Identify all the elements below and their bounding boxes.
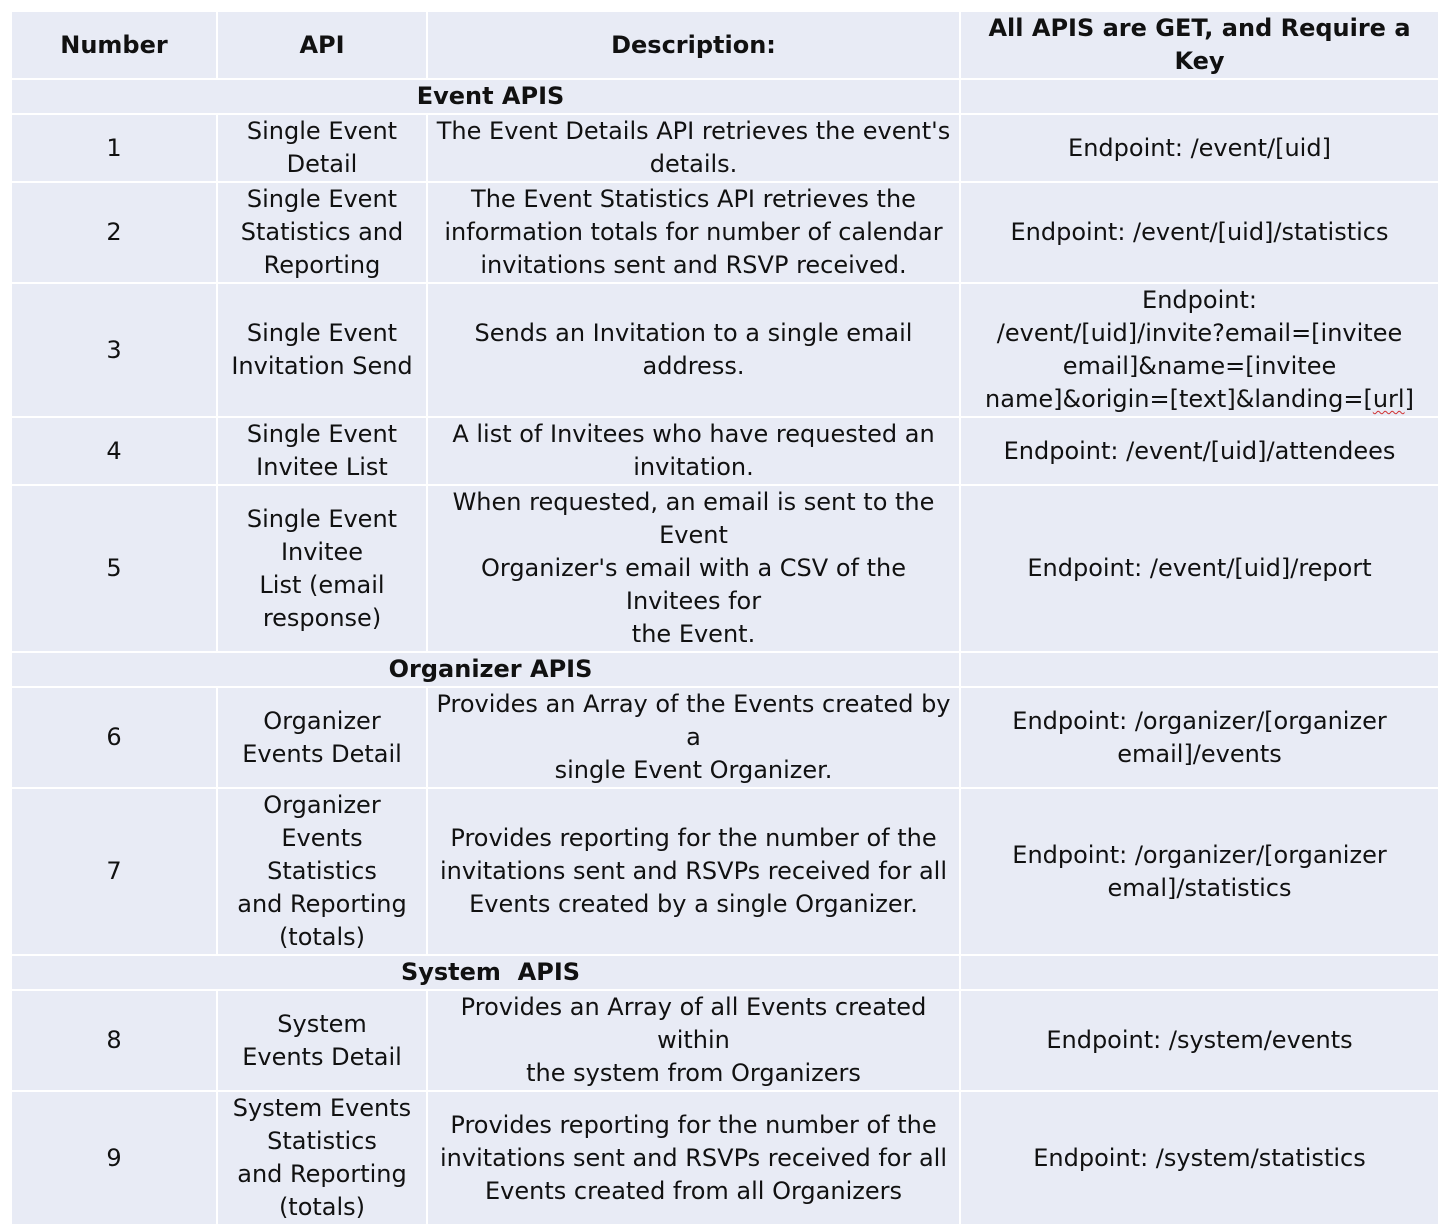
table-row: [11, 990, 1439, 1091]
row-description: When requested, an email is sent to the Event Organizer's email with a CSV of the Invitees for the Event.: [427, 485, 960, 652]
row-endpoint: Endpoint: /event/[uid]/invite?email=[invitee email]&name=[invitee name]&origin=[text]&landing=[url]: [960, 283, 1439, 417]
row-description: Provides an Array of all Events created within the system from Organizers: [427, 990, 960, 1091]
row-endpoint: Endpoint: /event/[uid]/attendees: [960, 417, 1439, 485]
table-row: [11, 114, 1439, 182]
section-title: Organizer APIS: [11, 652, 960, 687]
table-row: [11, 182, 1439, 283]
header-endpoint: All APIS are GET, and Require a Key: [960, 11, 1439, 79]
row-number: 6: [11, 687, 217, 788]
row-endpoint: Endpoint: /event/[uid]: [960, 114, 1439, 182]
row-number: 7: [11, 788, 217, 955]
row-number: 9: [11, 1091, 217, 1225]
section-blank: [960, 79, 1439, 114]
row-description: The Event Statistics API retrieves the information totals for number of calendar invitations sent and RSVP received.: [427, 182, 960, 283]
row-api: Organizer Events Statistics and Reporting (totals): [217, 788, 427, 955]
row-endpoint: Endpoint: /organizer/[organizer email]/events: [960, 687, 1439, 788]
table-row: [11, 687, 1439, 788]
header-row: [11, 11, 1439, 79]
row-api: System Events Statistics and Reporting (totals): [217, 1091, 427, 1225]
section-title: System APIS: [11, 955, 960, 990]
row-endpoint: Endpoint: /system/statistics: [960, 1091, 1439, 1225]
table-row: [11, 788, 1439, 955]
row-api: Organizer Events Detail: [217, 687, 427, 788]
section-row: [11, 79, 1439, 114]
spellcheck-underline: url: [1372, 385, 1405, 413]
row-endpoint: Endpoint: /event/[uid]/report: [960, 485, 1439, 652]
section-blank: [960, 955, 1439, 990]
row-api: Single Event Statistics and Reporting: [217, 182, 427, 283]
row-description: The Event Details API retrieves the event's details.: [427, 114, 960, 182]
row-description: Provides an Array of the Events created by a single Event Organizer.: [427, 687, 960, 788]
table-row: [11, 417, 1439, 485]
table-row: [11, 283, 1439, 417]
section-title: Event APIS: [11, 79, 960, 114]
row-number: 2: [11, 182, 217, 283]
row-endpoint: Endpoint: /event/[uid]/statistics: [960, 182, 1439, 283]
row-number: 1: [11, 114, 217, 182]
section-row: [11, 955, 1439, 990]
header-api: API: [217, 11, 427, 79]
row-number: 5: [11, 485, 217, 652]
header-description: Description:: [427, 11, 960, 79]
row-number: 4: [11, 417, 217, 485]
table-row: [11, 485, 1439, 652]
section-row: [11, 652, 1439, 687]
row-description: Sends an Invitation to a single email address.: [427, 283, 960, 417]
row-api: Single Event Invitee List: [217, 417, 427, 485]
row-endpoint: Endpoint: /organizer/[organizer emal]/statistics: [960, 788, 1439, 955]
row-description: Provides reporting for the number of the invitations sent and RSVPs received for all Events created by a single Organizer.: [427, 788, 960, 955]
section-blank: [960, 652, 1439, 687]
row-api: Single Event Invitee List (email response): [217, 485, 427, 652]
header-number: Number: [11, 11, 217, 79]
row-number: 3: [11, 283, 217, 417]
row-api: Single Event Invitation Send: [217, 283, 427, 417]
row-api: System Events Detail: [217, 990, 427, 1091]
api-table: [10, 10, 1440, 1226]
row-description: A list of Invitees who have requested an invitation.: [427, 417, 960, 485]
row-description: Provides reporting for the number of the invitations sent and RSVPs received for all Events created from all Organizers: [427, 1091, 960, 1225]
row-endpoint: Endpoint: /system/events: [960, 990, 1439, 1091]
table-row: [11, 1091, 1439, 1225]
row-number: 8: [11, 990, 217, 1091]
row-api: Single Event Detail: [217, 114, 427, 182]
